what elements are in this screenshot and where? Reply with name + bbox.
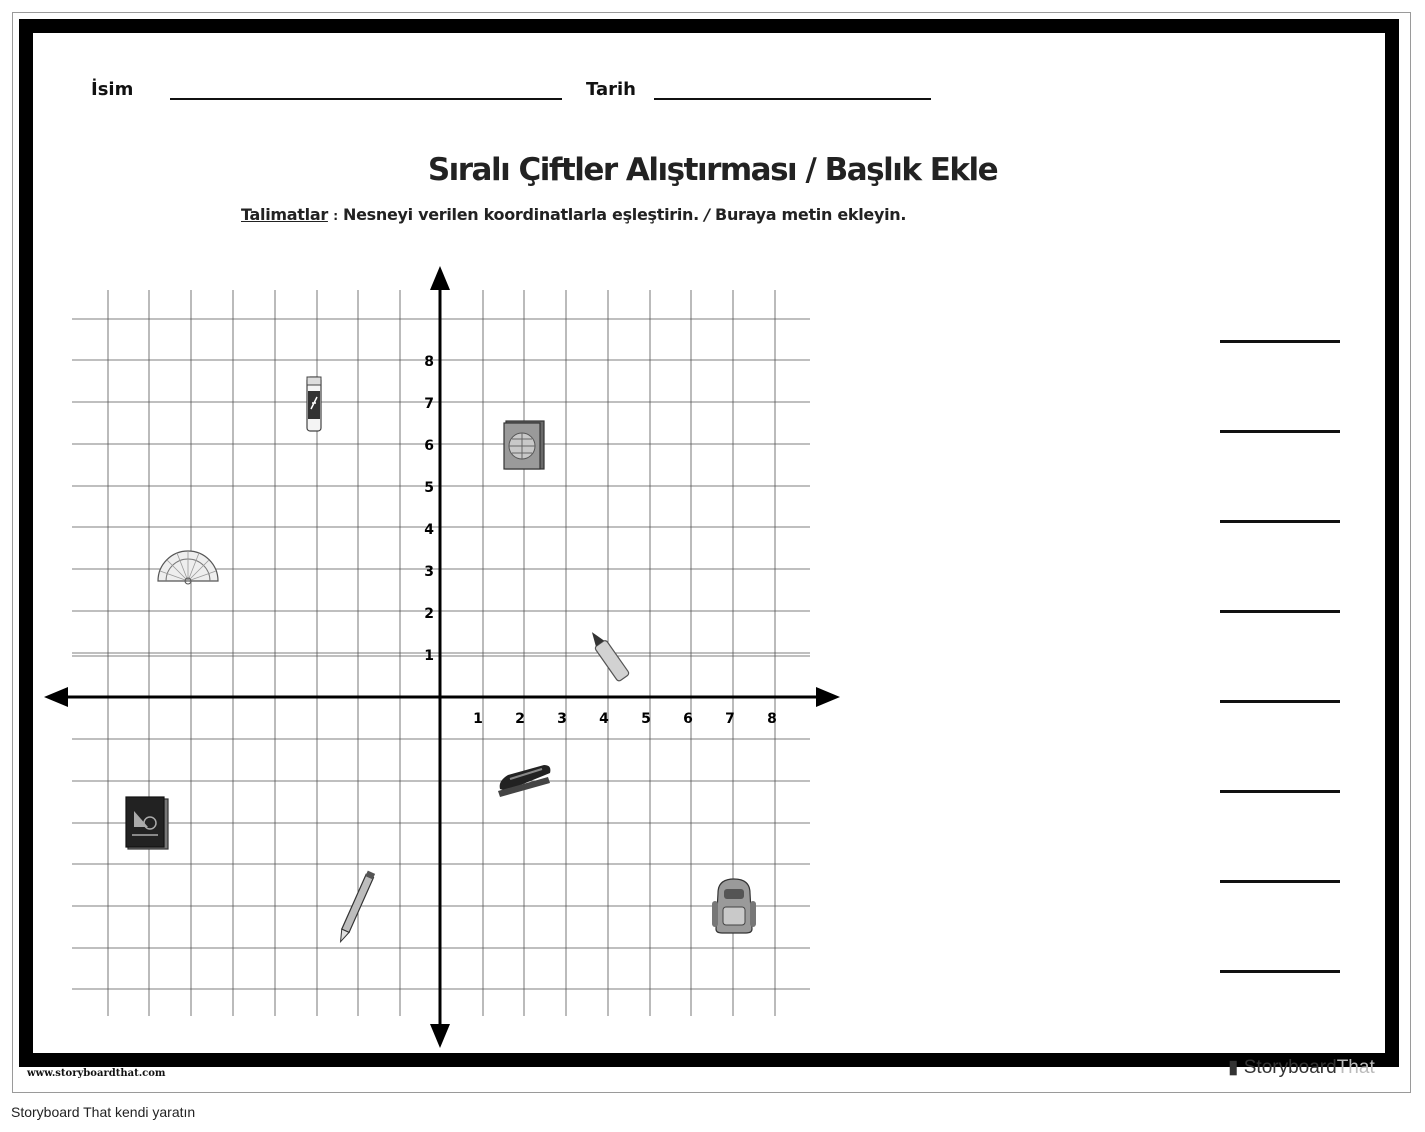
brand-that: That [1336,1057,1375,1078]
answer-blank-line[interactable] [1220,340,1340,343]
answer-blank-line[interactable] [1220,970,1340,973]
answer-blank-line[interactable] [1220,700,1340,703]
backpack-icon [712,879,756,933]
y-tick-label: 3 [424,564,434,580]
y-tick-label: 8 [424,354,434,370]
answer-blank-line[interactable] [1220,430,1340,433]
glue-stick-icon [307,377,321,431]
pencil-icon [337,871,375,944]
instructions-text: Nesneyi verilen koordinatlarla eşleştirin. [342,205,699,224]
book-globe-icon [504,421,544,469]
protractor-icon [158,551,218,584]
x-tick-label: 1 [473,711,483,727]
x-tick-label: 4 [599,711,609,727]
y-axis-top-arrow [430,266,450,290]
x-tick-label: 8 [767,711,777,727]
answer-blank-line[interactable] [1220,790,1340,793]
x-tick-label: 2 [515,711,525,727]
brand-storyboard: Storyboard [1243,1057,1337,1078]
geometry-book-icon [126,797,168,849]
y-tick-label: 7 [424,396,434,412]
x-axis-right-arrow [816,687,840,707]
storyboardthat-logo [1228,1056,1375,1079]
y-tick-label: 4 [424,522,434,538]
answer-blank-line[interactable] [1220,880,1340,883]
create-caption-link[interactable]: Storyboard That kendi yaratın [11,1104,196,1120]
chat-icon: ▮ [1228,1057,1239,1078]
x-tick-label: 7 [725,711,735,727]
name-label: İsim [91,79,134,100]
date-label: Tarih [586,79,636,100]
footer-url[interactable]: www.storyboardthat.com [27,1068,166,1079]
y-axis-bottom-arrow [430,1024,450,1048]
y-tick-label: 5 [424,480,434,496]
y-tick-label: 6 [424,438,434,454]
x-tick-label: 5 [641,711,651,727]
y-tick-label: 1 [424,648,434,664]
answer-blank-line[interactable] [1220,520,1340,523]
instructions-key: Talimatlar [241,205,328,224]
instructions-separator: : [333,209,338,223]
x-tick-label: 6 [683,711,693,727]
y-tick-label: 2 [424,606,434,622]
instructions-slash: / [704,205,710,224]
answer-blank-line[interactable] [1220,610,1340,613]
x-axis-left-arrow [44,687,68,707]
x-tick-label: 3 [557,711,567,727]
worksheet-title: Sıralı Çiftler Alıştırması / Başlık Ekle [427,152,998,188]
instructions-text2: Buraya metin ekleyin. [715,205,907,224]
